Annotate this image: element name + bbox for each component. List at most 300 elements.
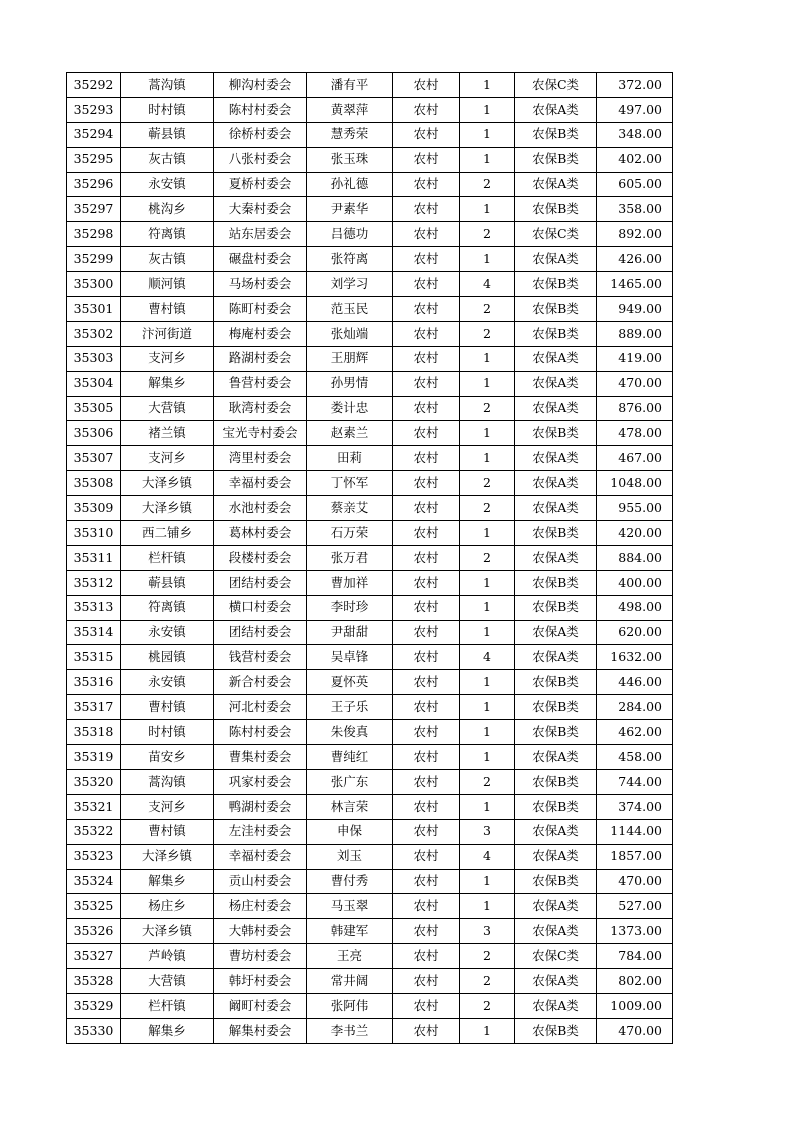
household-count-cell: 2: [460, 496, 515, 521]
town-cell: 顺河镇: [121, 272, 214, 297]
table-row: [67, 272, 673, 297]
town-cell: 永安镇: [121, 670, 214, 695]
town-cell: 苗安乡: [121, 745, 214, 770]
village-committee-cell: 站东居委会: [214, 222, 307, 247]
record-id-cell: 35321: [67, 794, 121, 819]
town-cell: 杨庄乡: [121, 894, 214, 919]
person-name-cell: 丁怀军: [307, 471, 393, 496]
town-cell: 大泽乡镇: [121, 919, 214, 944]
village-committee-cell: 幸福村委会: [214, 471, 307, 496]
person-name-cell: 石万荣: [307, 521, 393, 546]
household-count-cell: 1: [460, 794, 515, 819]
insurance-class-cell: 农保B类: [515, 521, 597, 546]
area-type-cell: 农村: [393, 819, 460, 844]
table-row: [67, 645, 673, 670]
amount-cell: 426.00: [597, 247, 673, 272]
household-count-cell: 2: [460, 321, 515, 346]
area-type-cell: 农村: [393, 969, 460, 994]
village-committee-cell: 阚町村委会: [214, 993, 307, 1018]
insurance-class-cell: 农保A类: [515, 371, 597, 396]
person-name-cell: 张广东: [307, 769, 393, 794]
area-type-cell: 农村: [393, 745, 460, 770]
town-cell: 曹村镇: [121, 297, 214, 322]
insurance-class-cell: 农保A类: [515, 894, 597, 919]
amount-cell: 400.00: [597, 570, 673, 595]
amount-cell: 784.00: [597, 944, 673, 969]
person-name-cell: 尹甜甜: [307, 620, 393, 645]
household-count-cell: 4: [460, 844, 515, 869]
amount-cell: 955.00: [597, 496, 673, 521]
record-id-cell: 35329: [67, 993, 121, 1018]
village-committee-cell: 马场村委会: [214, 272, 307, 297]
table-row: [67, 346, 673, 371]
person-name-cell: 韩建军: [307, 919, 393, 944]
insurance-class-cell: 农保B类: [515, 670, 597, 695]
household-count-cell: 4: [460, 272, 515, 297]
person-name-cell: 王朋辉: [307, 346, 393, 371]
person-name-cell: 娄计忠: [307, 396, 393, 421]
insurance-class-cell: 农保A类: [515, 247, 597, 272]
person-name-cell: 曹加祥: [307, 570, 393, 595]
insurance-class-cell: 农保B类: [515, 570, 597, 595]
record-id-cell: 35307: [67, 446, 121, 471]
amount-cell: 498.00: [597, 595, 673, 620]
area-type-cell: 农村: [393, 73, 460, 98]
town-cell: 曹村镇: [121, 819, 214, 844]
area-type-cell: 农村: [393, 321, 460, 346]
village-committee-cell: 水池村委会: [214, 496, 307, 521]
amount-cell: 876.00: [597, 396, 673, 421]
household-count-cell: 1: [460, 894, 515, 919]
table-row: [67, 670, 673, 695]
household-count-cell: 2: [460, 969, 515, 994]
person-name-cell: 林言荣: [307, 794, 393, 819]
household-count-cell: 2: [460, 396, 515, 421]
record-id-cell: 35313: [67, 595, 121, 620]
village-committee-cell: 路湖村委会: [214, 346, 307, 371]
table-row: [67, 894, 673, 919]
person-name-cell: 刘学习: [307, 272, 393, 297]
person-name-cell: 李书兰: [307, 1018, 393, 1043]
area-type-cell: 农村: [393, 844, 460, 869]
village-committee-cell: 葛林村委会: [214, 521, 307, 546]
area-type-cell: 农村: [393, 545, 460, 570]
table-row: [67, 172, 673, 197]
town-cell: 灰古镇: [121, 147, 214, 172]
town-cell: 蕲县镇: [121, 122, 214, 147]
insurance-class-cell: 农保B类: [515, 695, 597, 720]
table-row: [67, 745, 673, 770]
table-row: [67, 297, 673, 322]
area-type-cell: 农村: [393, 421, 460, 446]
insurance-class-cell: 农保A类: [515, 993, 597, 1018]
record-id-cell: 35327: [67, 944, 121, 969]
town-cell: 符离镇: [121, 595, 214, 620]
record-id-cell: 35317: [67, 695, 121, 720]
table-row: [67, 545, 673, 570]
household-count-cell: 1: [460, 570, 515, 595]
amount-cell: 402.00: [597, 147, 673, 172]
person-name-cell: 尹素华: [307, 197, 393, 222]
village-committee-cell: 巩家村委会: [214, 769, 307, 794]
insurance-class-cell: 农保A类: [515, 969, 597, 994]
area-type-cell: 农村: [393, 272, 460, 297]
area-type-cell: 农村: [393, 122, 460, 147]
table-row: [67, 769, 673, 794]
area-type-cell: 农村: [393, 446, 460, 471]
insurance-class-cell: 农保B类: [515, 122, 597, 147]
town-cell: 灰古镇: [121, 247, 214, 272]
amount-cell: 620.00: [597, 620, 673, 645]
area-type-cell: 农村: [393, 670, 460, 695]
village-committee-cell: 解集村委会: [214, 1018, 307, 1043]
town-cell: 褚兰镇: [121, 421, 214, 446]
person-name-cell: 张符离: [307, 247, 393, 272]
town-cell: 栏杆镇: [121, 993, 214, 1018]
record-id-cell: 35298: [67, 222, 121, 247]
table-row: [67, 595, 673, 620]
village-committee-cell: 河北村委会: [214, 695, 307, 720]
person-name-cell: 曹付秀: [307, 869, 393, 894]
record-id-cell: 35297: [67, 197, 121, 222]
insurance-class-cell: 农保B类: [515, 421, 597, 446]
amount-cell: 744.00: [597, 769, 673, 794]
area-type-cell: 农村: [393, 769, 460, 794]
household-count-cell: 2: [460, 769, 515, 794]
amount-cell: 605.00: [597, 172, 673, 197]
table-row: [67, 197, 673, 222]
amount-cell: 470.00: [597, 869, 673, 894]
person-name-cell: 黄翠萍: [307, 97, 393, 122]
table-row: [67, 247, 673, 272]
table-row: [67, 919, 673, 944]
amount-cell: 470.00: [597, 371, 673, 396]
table-row: [67, 869, 673, 894]
person-name-cell: 张阿伟: [307, 993, 393, 1018]
record-id-cell: 35312: [67, 570, 121, 595]
record-id-cell: 35292: [67, 73, 121, 98]
village-committee-cell: 宝光寺村委会: [214, 421, 307, 446]
record-id-cell: 35304: [67, 371, 121, 396]
person-name-cell: 刘玉: [307, 844, 393, 869]
table-row: [67, 147, 673, 172]
table-row: [67, 695, 673, 720]
town-cell: 汴河街道: [121, 321, 214, 346]
person-name-cell: 夏怀英: [307, 670, 393, 695]
amount-cell: 1373.00: [597, 919, 673, 944]
amount-cell: 446.00: [597, 670, 673, 695]
household-count-cell: 1: [460, 147, 515, 172]
village-committee-cell: 夏桥村委会: [214, 172, 307, 197]
area-type-cell: 农村: [393, 396, 460, 421]
amount-cell: 470.00: [597, 1018, 673, 1043]
household-count-cell: 1: [460, 869, 515, 894]
record-id-cell: 35295: [67, 147, 121, 172]
table-row: [67, 521, 673, 546]
town-cell: 大泽乡镇: [121, 471, 214, 496]
person-name-cell: 马玉翠: [307, 894, 393, 919]
household-count-cell: 1: [460, 346, 515, 371]
insurance-class-cell: 农保A类: [515, 844, 597, 869]
table-row: [67, 396, 673, 421]
record-id-cell: 35305: [67, 396, 121, 421]
village-committee-cell: 杨庄村委会: [214, 894, 307, 919]
person-name-cell: 李时珍: [307, 595, 393, 620]
insurance-class-cell: 农保C类: [515, 73, 597, 98]
town-cell: 时村镇: [121, 720, 214, 745]
amount-cell: 462.00: [597, 720, 673, 745]
town-cell: 栏杆镇: [121, 545, 214, 570]
person-name-cell: 张灿端: [307, 321, 393, 346]
town-cell: 符离镇: [121, 222, 214, 247]
amount-cell: 1144.00: [597, 819, 673, 844]
area-type-cell: 农村: [393, 222, 460, 247]
table-row: [67, 1018, 673, 1043]
household-count-cell: 1: [460, 446, 515, 471]
area-type-cell: 农村: [393, 695, 460, 720]
record-id-cell: 35293: [67, 97, 121, 122]
household-count-cell: 1: [460, 521, 515, 546]
record-id-cell: 35326: [67, 919, 121, 944]
table-row: [67, 969, 673, 994]
insurance-class-cell: 农保B类: [515, 595, 597, 620]
village-committee-cell: 团结村委会: [214, 570, 307, 595]
insurance-class-cell: 农保B类: [515, 297, 597, 322]
record-id-cell: 35315: [67, 645, 121, 670]
amount-cell: 372.00: [597, 73, 673, 98]
area-type-cell: 农村: [393, 869, 460, 894]
insurance-class-cell: 农保B类: [515, 869, 597, 894]
household-count-cell: 2: [460, 944, 515, 969]
record-id-cell: 35328: [67, 969, 121, 994]
amount-cell: 458.00: [597, 745, 673, 770]
table-row: [67, 421, 673, 446]
area-type-cell: 农村: [393, 147, 460, 172]
village-committee-cell: 韩圩村委会: [214, 969, 307, 994]
town-cell: 大营镇: [121, 969, 214, 994]
household-count-cell: 2: [460, 545, 515, 570]
amount-cell: 358.00: [597, 197, 673, 222]
area-type-cell: 农村: [393, 595, 460, 620]
village-committee-cell: 鲁营村委会: [214, 371, 307, 396]
person-name-cell: 申保: [307, 819, 393, 844]
village-committee-cell: 曹集村委会: [214, 745, 307, 770]
record-id-cell: 35323: [67, 844, 121, 869]
town-cell: 解集乡: [121, 371, 214, 396]
person-name-cell: 王亮: [307, 944, 393, 969]
amount-cell: 467.00: [597, 446, 673, 471]
area-type-cell: 农村: [393, 894, 460, 919]
insurance-class-cell: 农保A类: [515, 745, 597, 770]
village-committee-cell: 幸福村委会: [214, 844, 307, 869]
record-id-cell: 35302: [67, 321, 121, 346]
town-cell: 解集乡: [121, 1018, 214, 1043]
village-committee-cell: 新合村委会: [214, 670, 307, 695]
amount-cell: 949.00: [597, 297, 673, 322]
record-id-cell: 35330: [67, 1018, 121, 1043]
village-committee-cell: 横口村委会: [214, 595, 307, 620]
household-count-cell: 1: [460, 595, 515, 620]
person-name-cell: 范玉民: [307, 297, 393, 322]
insurance-class-cell: 农保A类: [515, 545, 597, 570]
household-count-cell: 2: [460, 172, 515, 197]
record-id-cell: 35294: [67, 122, 121, 147]
area-type-cell: 农村: [393, 247, 460, 272]
area-type-cell: 农村: [393, 297, 460, 322]
area-type-cell: 农村: [393, 919, 460, 944]
amount-cell: 374.00: [597, 794, 673, 819]
person-name-cell: 吕德功: [307, 222, 393, 247]
amount-cell: 419.00: [597, 346, 673, 371]
village-committee-cell: 大韩村委会: [214, 919, 307, 944]
records-table: [66, 72, 673, 1044]
person-name-cell: 张玉珠: [307, 147, 393, 172]
insurance-class-cell: 农保A类: [515, 172, 597, 197]
table-row: [67, 570, 673, 595]
village-committee-cell: 团结村委会: [214, 620, 307, 645]
town-cell: 曹村镇: [121, 695, 214, 720]
area-type-cell: 农村: [393, 371, 460, 396]
record-id-cell: 35296: [67, 172, 121, 197]
household-count-cell: 1: [460, 745, 515, 770]
town-cell: 芦岭镇: [121, 944, 214, 969]
area-type-cell: 农村: [393, 97, 460, 122]
insurance-class-cell: 农保B类: [515, 147, 597, 172]
record-id-cell: 35318: [67, 720, 121, 745]
area-type-cell: 农村: [393, 993, 460, 1018]
person-name-cell: 田莉: [307, 446, 393, 471]
town-cell: 支河乡: [121, 794, 214, 819]
table-row: [67, 371, 673, 396]
record-id-cell: 35310: [67, 521, 121, 546]
household-count-cell: 1: [460, 720, 515, 745]
area-type-cell: 农村: [393, 944, 460, 969]
town-cell: 蒿沟镇: [121, 769, 214, 794]
table-row: [67, 620, 673, 645]
record-id-cell: 35324: [67, 869, 121, 894]
table-row: [67, 496, 673, 521]
record-id-cell: 35316: [67, 670, 121, 695]
town-cell: 蒿沟镇: [121, 73, 214, 98]
insurance-class-cell: 农保B类: [515, 272, 597, 297]
amount-cell: 497.00: [597, 97, 673, 122]
insurance-class-cell: 农保A类: [515, 919, 597, 944]
table-body: [67, 73, 673, 1044]
household-count-cell: 1: [460, 620, 515, 645]
village-committee-cell: 梅庵村委会: [214, 321, 307, 346]
town-cell: 桃园镇: [121, 645, 214, 670]
table-row: [67, 73, 673, 98]
town-cell: 桃沟乡: [121, 197, 214, 222]
person-name-cell: 吴卓锋: [307, 645, 393, 670]
amount-cell: 478.00: [597, 421, 673, 446]
record-id-cell: 35314: [67, 620, 121, 645]
town-cell: 大泽乡镇: [121, 496, 214, 521]
amount-cell: 802.00: [597, 969, 673, 994]
insurance-class-cell: 农保A类: [515, 620, 597, 645]
table-row: [67, 471, 673, 496]
village-committee-cell: 鸭湖村委会: [214, 794, 307, 819]
amount-cell: 1009.00: [597, 993, 673, 1018]
person-name-cell: 慧秀荣: [307, 122, 393, 147]
insurance-class-cell: 农保B类: [515, 321, 597, 346]
area-type-cell: 农村: [393, 471, 460, 496]
table-row: [67, 794, 673, 819]
household-count-cell: 2: [460, 222, 515, 247]
record-id-cell: 35300: [67, 272, 121, 297]
village-committee-cell: 贡山村委会: [214, 869, 307, 894]
household-count-cell: 2: [460, 471, 515, 496]
insurance-class-cell: 农保A类: [515, 645, 597, 670]
person-name-cell: 蔡亲艾: [307, 496, 393, 521]
village-committee-cell: 陈村村委会: [214, 720, 307, 745]
village-committee-cell: 徐桥村委会: [214, 122, 307, 147]
record-id-cell: 35322: [67, 819, 121, 844]
area-type-cell: 农村: [393, 496, 460, 521]
insurance-class-cell: 农保A类: [515, 97, 597, 122]
amount-cell: 1632.00: [597, 645, 673, 670]
table-row: [67, 122, 673, 147]
table-row: [67, 944, 673, 969]
person-name-cell: 王子乐: [307, 695, 393, 720]
insurance-class-cell: 农保A类: [515, 819, 597, 844]
village-committee-cell: 碾盘村委会: [214, 247, 307, 272]
household-count-cell: 1: [460, 97, 515, 122]
village-committee-cell: 大秦村委会: [214, 197, 307, 222]
insurance-class-cell: 农保A类: [515, 446, 597, 471]
record-id-cell: 35319: [67, 745, 121, 770]
area-type-cell: 农村: [393, 521, 460, 546]
insurance-class-cell: 农保C类: [515, 222, 597, 247]
person-name-cell: 赵素兰: [307, 421, 393, 446]
town-cell: 大泽乡镇: [121, 844, 214, 869]
record-id-cell: 35306: [67, 421, 121, 446]
record-id-cell: 35299: [67, 247, 121, 272]
record-id-cell: 35301: [67, 297, 121, 322]
household-count-cell: 1: [460, 197, 515, 222]
village-committee-cell: 段楼村委会: [214, 545, 307, 570]
table-row: [67, 720, 673, 745]
amount-cell: 420.00: [597, 521, 673, 546]
insurance-class-cell: 农保A类: [515, 396, 597, 421]
village-committee-cell: 湾里村委会: [214, 446, 307, 471]
household-count-cell: 2: [460, 993, 515, 1018]
area-type-cell: 农村: [393, 172, 460, 197]
town-cell: 支河乡: [121, 346, 214, 371]
area-type-cell: 农村: [393, 794, 460, 819]
person-name-cell: 潘有平: [307, 73, 393, 98]
town-cell: 西二铺乡: [121, 521, 214, 546]
insurance-class-cell: 农保B类: [515, 197, 597, 222]
town-cell: 永安镇: [121, 172, 214, 197]
household-count-cell: 3: [460, 819, 515, 844]
amount-cell: 1048.00: [597, 471, 673, 496]
household-count-cell: 1: [460, 122, 515, 147]
amount-cell: 1857.00: [597, 844, 673, 869]
area-type-cell: 农村: [393, 570, 460, 595]
town-cell: 时村镇: [121, 97, 214, 122]
town-cell: 支河乡: [121, 446, 214, 471]
household-count-cell: 1: [460, 73, 515, 98]
person-name-cell: 孙男情: [307, 371, 393, 396]
table-row: [67, 321, 673, 346]
area-type-cell: 农村: [393, 645, 460, 670]
village-committee-cell: 柳沟村委会: [214, 73, 307, 98]
amount-cell: 348.00: [597, 122, 673, 147]
amount-cell: 284.00: [597, 695, 673, 720]
insurance-class-cell: 农保A类: [515, 346, 597, 371]
town-cell: 解集乡: [121, 869, 214, 894]
